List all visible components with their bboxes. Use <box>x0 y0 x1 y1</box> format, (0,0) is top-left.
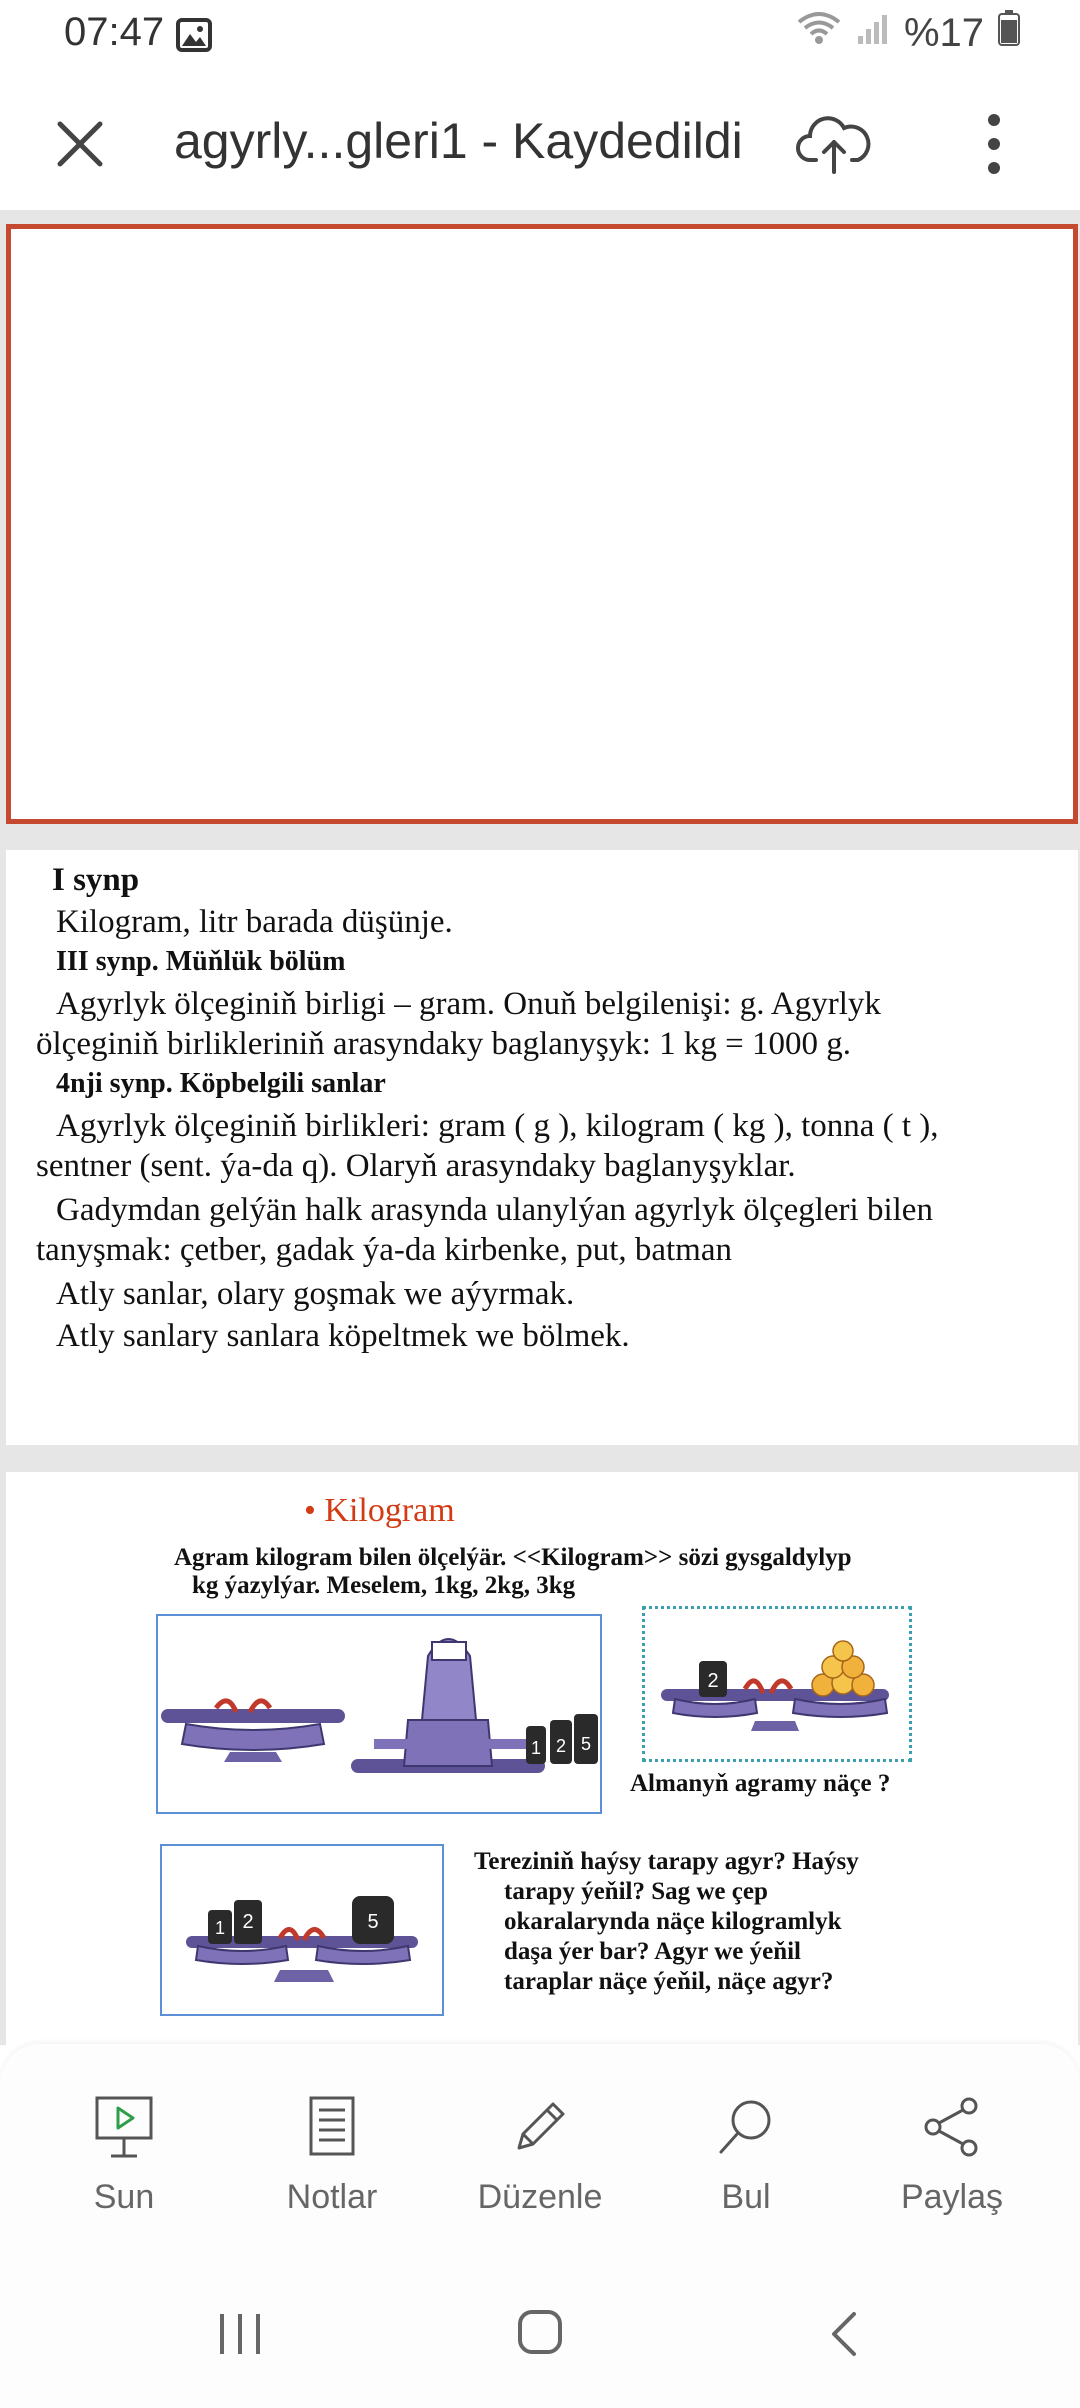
weight-label: 2 <box>242 1911 254 1933</box>
question-line: tarapy ýeňil? Sag we çep <box>504 1878 768 1905</box>
scales-illustration <box>156 1614 602 1814</box>
apple-caption: Almanyň agramy näçe ? <box>630 1770 891 1797</box>
slide-text-line: sentner (sent. ýa-da q). Olaryň arasyndaky baglanyşyklar. <box>36 1148 796 1184</box>
slide-title-text: Kilogram <box>324 1492 455 1529</box>
question-line: okaralarynda näçe kilogramlyk <box>504 1908 842 1935</box>
question-line: daşa ýer bar? Agyr we ýeňil <box>504 1938 801 1965</box>
balance-scale-icon <box>168 1701 338 1762</box>
weights-comparison-illustration <box>160 1844 444 2016</box>
battery-icon <box>998 10 1020 56</box>
system-navigation-bar <box>0 2264 1080 2408</box>
notes-button[interactable] <box>252 2094 412 2217</box>
recent-apps-icon[interactable] <box>216 2310 264 2363</box>
slide-description: Agram kilogram bilen ölçelýär. <<Kilogram>> sözi gysgaldylyp <box>174 1544 852 1571</box>
weight-label: 5 <box>580 1734 592 1754</box>
status-bar <box>0 0 1080 72</box>
pencil-icon <box>507 2094 573 2160</box>
edit-button[interactable] <box>460 2094 620 2217</box>
signal-icon <box>856 11 890 56</box>
present-button[interactable] <box>44 2094 204 2217</box>
present-icon <box>91 2094 157 2160</box>
slide-text-line: III synp. Müňlük bölüm <box>56 946 346 977</box>
back-icon[interactable] <box>822 2310 870 2363</box>
apples-icon <box>812 1641 874 1696</box>
weight-label: 2 <box>707 1670 719 1692</box>
weight-label: 1 <box>214 1918 226 1938</box>
more-options-icon[interactable] <box>966 108 1022 180</box>
find-button[interactable] <box>666 2094 826 2217</box>
slide-text-line: tanyşmak: çetber, gadak ýa-da kirbenke, put, batman <box>36 1232 732 1268</box>
slide-text-line: Gadymdan gelýän halk arasynda ulanylýan agyrlyk ölçegleri bilen <box>56 1192 933 1228</box>
weight-label: 2 <box>555 1736 567 1756</box>
weight-label: 5 <box>367 1911 379 1933</box>
battery-text: %17 <box>903 10 984 55</box>
slide-3[interactable] <box>6 1472 1078 2045</box>
slide-2[interactable] <box>6 850 1078 1445</box>
status-time: 07:47 <box>64 10 165 54</box>
home-icon[interactable] <box>516 2308 564 2361</box>
slide-description: kg ýazylýar. Meselem, 1kg, 2kg, 3kg <box>192 1572 576 1599</box>
share-icon <box>919 2094 985 2160</box>
slide-text-line: Atly sanlary sanlara köpeltmek we bölmek. <box>56 1318 630 1354</box>
share-label: Paylaş <box>900 2178 1004 2216</box>
slide-title: • Kilogram <box>304 1492 455 1529</box>
close-icon[interactable] <box>52 116 108 172</box>
search-icon <box>713 2094 779 2160</box>
slide-text-line: Atly sanlar, olary goşmak we aýyrmak. <box>56 1276 575 1312</box>
share-button[interactable] <box>872 2094 1032 2217</box>
dial-scale-icon <box>358 1639 538 1766</box>
weight-label: 1 <box>530 1738 542 1758</box>
slide-1-selected[interactable] <box>6 224 1078 824</box>
slide-text-line: Kilogram, litr barada düşünje. <box>56 904 453 940</box>
image-icon <box>176 18 212 57</box>
slide-text-line: I synp <box>52 862 140 898</box>
app-bar <box>0 88 1080 200</box>
notes-icon <box>299 2094 365 2160</box>
slide-viewer[interactable] <box>0 210 1080 2045</box>
apples-scale-illustration <box>642 1606 912 1762</box>
question-line: Tereziniň haýsy tarapy agyr? Haýsy <box>474 1848 859 1875</box>
notes-label: Notlar <box>286 2178 378 2216</box>
slide-text-line: Agyrlyk ölçeginiň birlikleri: gram ( g ), kilogram ( kg ), tonna ( t ), <box>56 1108 939 1144</box>
question-line: taraplar näçe ýeňil, näçe agyr? <box>504 1968 834 1995</box>
slide-text-line: Agyrlyk ölçeginiň birligi – gram. Onuň belgilenişi: g. Agyrlyk <box>56 986 881 1022</box>
present-label: Sun <box>93 2178 155 2216</box>
document-title: agyrly...gleri1 - Kaydedildi <box>174 113 743 169</box>
find-label: Bul <box>721 2178 771 2216</box>
bottom-toolbar <box>0 2044 1080 2264</box>
slide-text-line: 4nji synp. Köpbelgili sanlar <box>56 1068 386 1099</box>
cloud-upload-icon[interactable] <box>796 112 872 176</box>
edit-label: Düzenle <box>477 2178 603 2216</box>
slide-text-line: ölçeginiň birlikleriniň arasyndaky baglanyşyk: 1 kg = 1000 g. <box>36 1026 852 1062</box>
wifi-icon <box>796 10 842 56</box>
